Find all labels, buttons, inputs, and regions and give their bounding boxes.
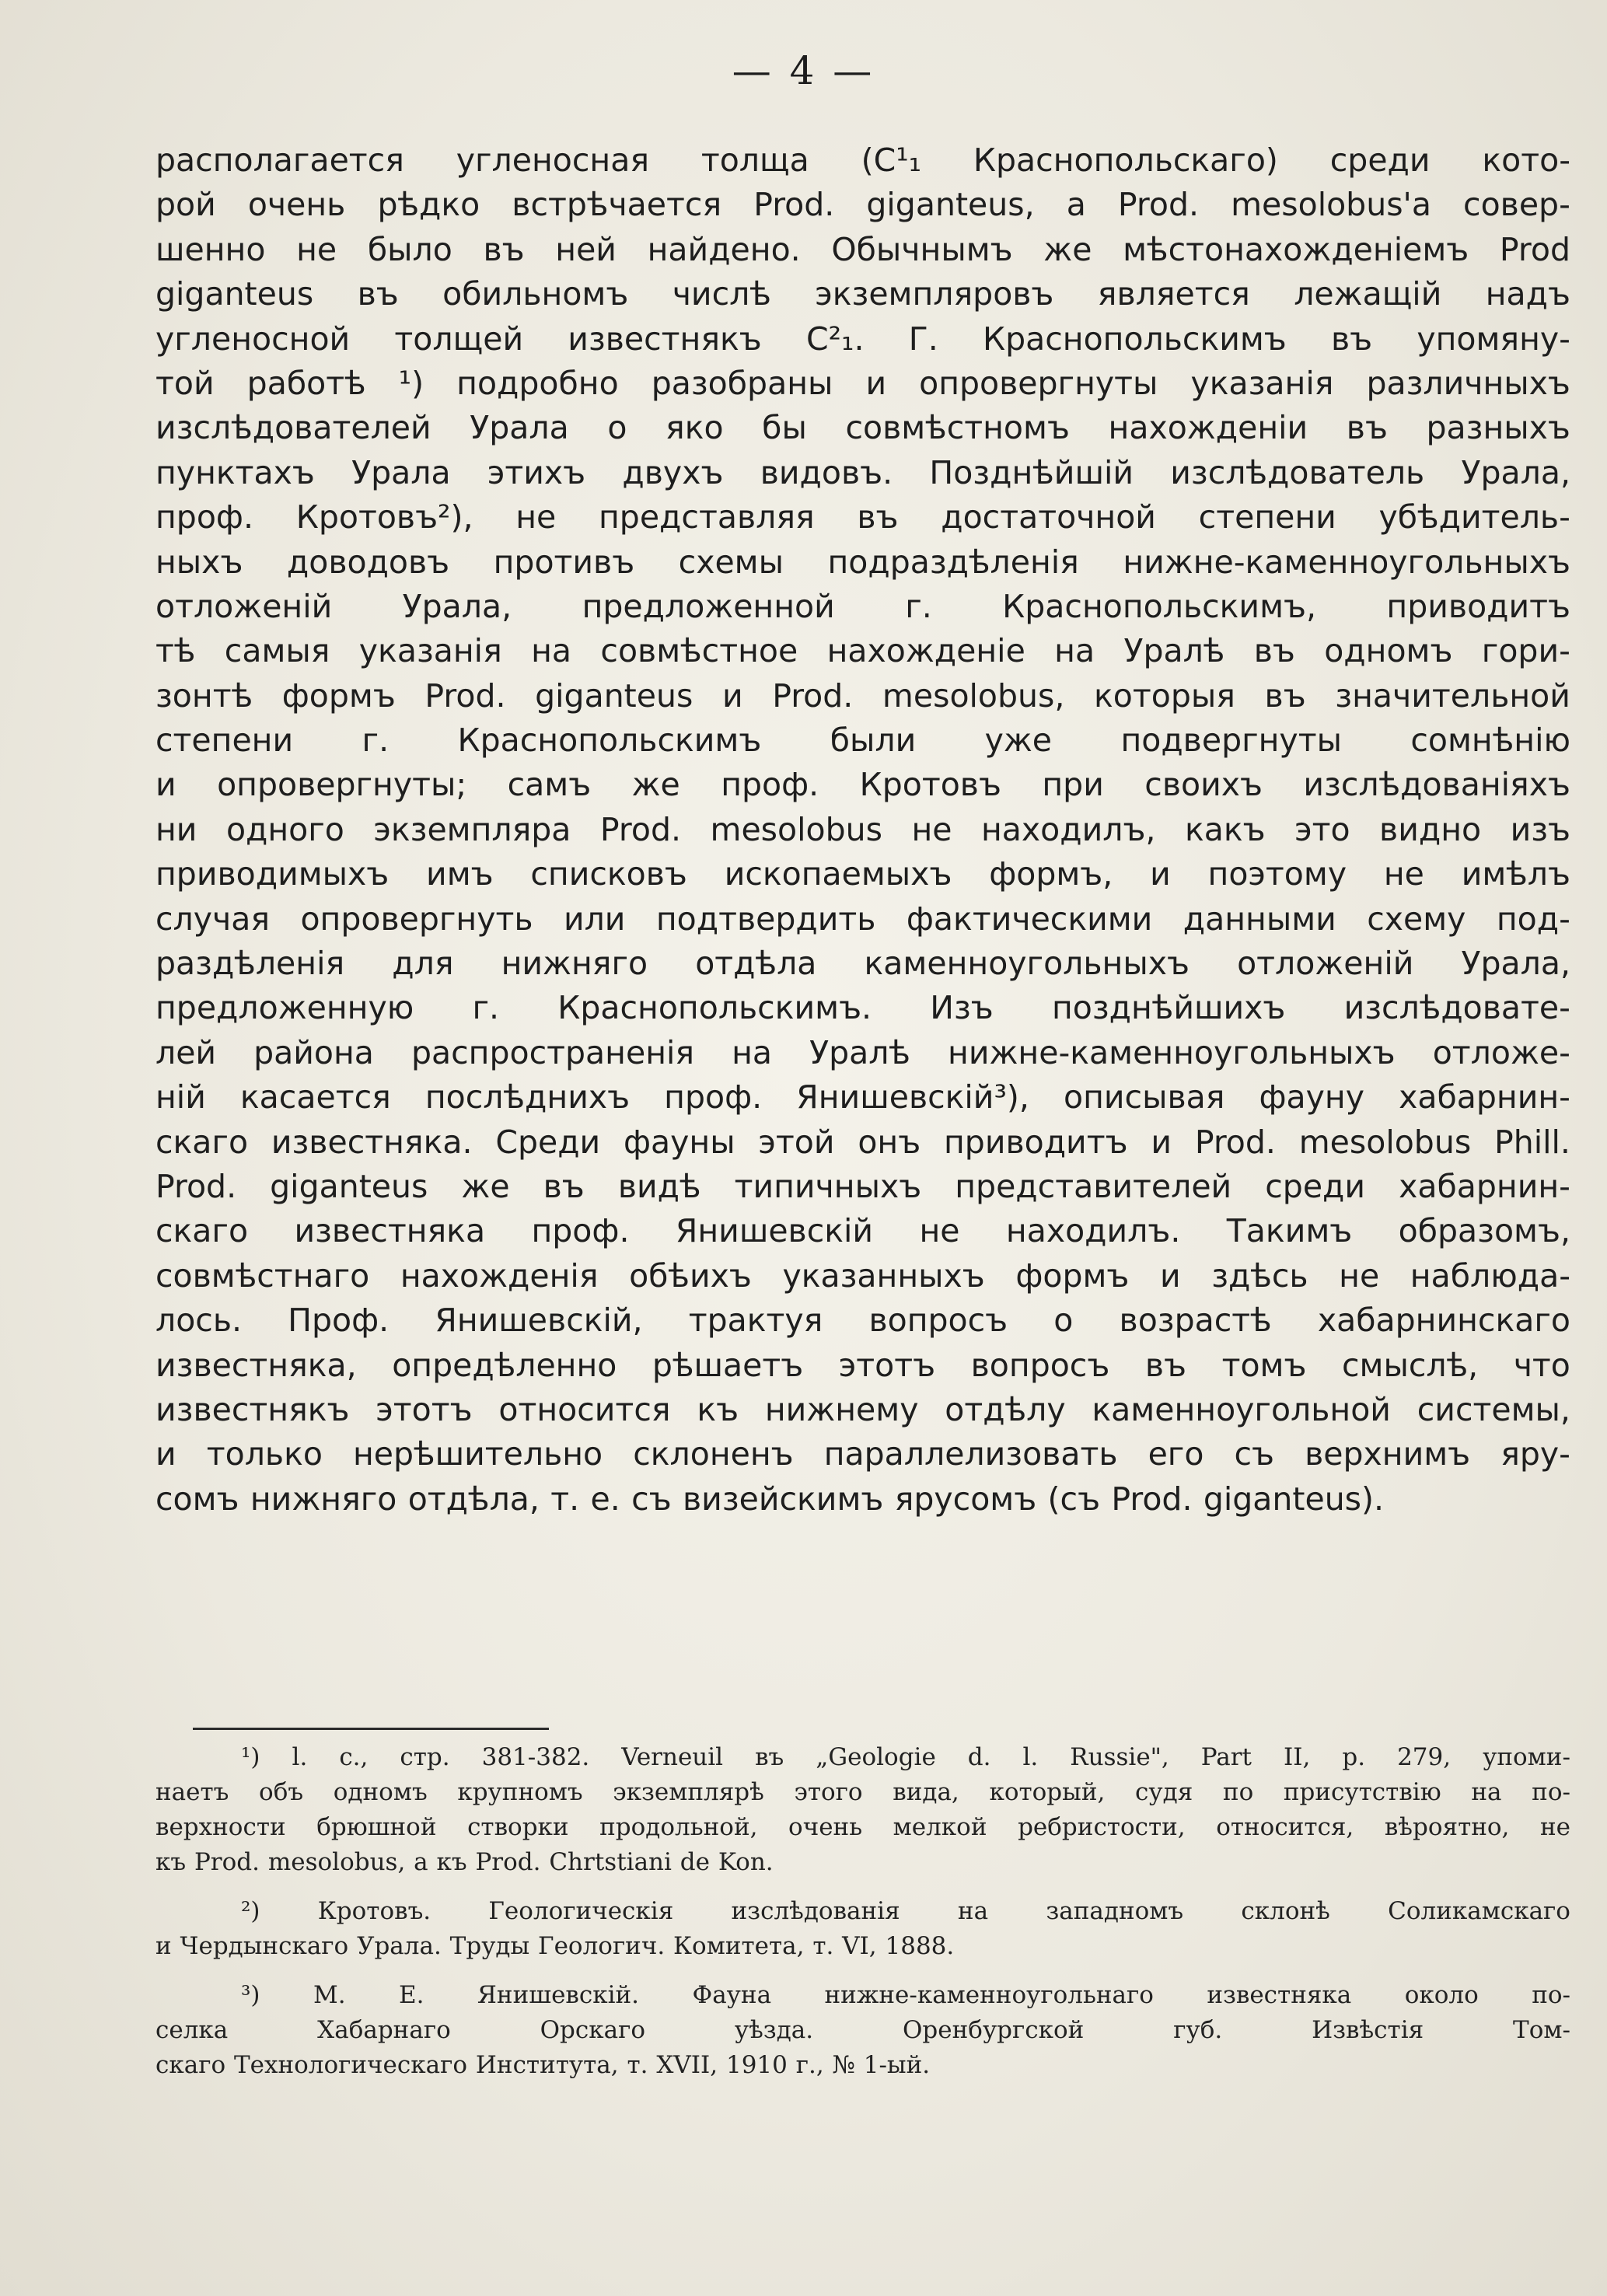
text-line: ни одного экземпляра Prod. mesolobus не находилъ, какъ это видно изъ <box>155 810 1570 848</box>
page-number: — 4 — <box>732 48 875 93</box>
text-line: совмѣстнаго нахожденія обѣихъ указанныхъ формъ и здѣсь не наблюда- <box>155 1256 1570 1295</box>
text-line: къ Prod. mesolobus, а къ Prod. Chrtstiani de Kon. <box>155 1848 774 1876</box>
text-line: той работѣ ¹) подробно разобраны и опровергнуты указанія различныхъ <box>155 364 1570 402</box>
text-line: предложенную г. Краснопольскимъ. Изъ позднѣйшихъ изслѣдовате- <box>155 989 1570 1027</box>
text-line: Prod. giganteus же въ видѣ типичныхъ представителей среди хабарнин- <box>155 1167 1570 1205</box>
text-line: ²) Кротовъ. Геологическія изслѣдованія на западномъ склонѣ Соликамскаго <box>241 1897 1570 1925</box>
text-line: приводимыхъ имъ списковъ ископаемыхъ формъ, и поэтому не имѣлъ <box>155 855 1570 893</box>
text-line: и опровергнуты; самъ же проф. Кротовъ при своихъ изслѣдованіяхъ <box>155 766 1570 804</box>
text-line: ныхъ доводовъ противъ схемы подраздѣленія нижне-каменноугольныхъ <box>155 543 1570 581</box>
text-line: ній касается послѣднихъ проф. Янишевскій³), описывая фауну хабарнин- <box>155 1078 1570 1117</box>
text-line: сомъ нижняго отдѣла, т. е. съ визейскимъ ярусомъ (съ Prod. giganteus). <box>155 1480 1385 1518</box>
text-line: лось. Проф. Янишевскій, трактуя вопросъ о возрастѣ хабарнинскаго <box>155 1302 1570 1340</box>
text-line: и Чердынскаго Урала. Труды Геологич. Комитета, т. VI, 1888. <box>155 1932 955 1960</box>
text-line: и только нерѣшительно склоненъ параллелизовать его съ верхнимъ яру- <box>155 1435 1570 1473</box>
footnote <box>155 1894 1570 1964</box>
text-line: отложеній Урала, предложенной г. Краснопольскимъ, приводитъ <box>155 587 1570 625</box>
text-line: селка Хабарнаго Орскаго уѣзда. Оренбургской губ. Извѣстія Том- <box>155 2016 1570 2044</box>
footnotes <box>155 1740 1570 2097</box>
text-line: ¹) l. c., стр. 381-382. Verneuil въ „Geologie d. l. Russie", Part II, p. 279, упоми- <box>241 1743 1570 1771</box>
text-line: лей района распространенія на Уралѣ нижне-каменноугольныхъ отложе- <box>155 1033 1570 1071</box>
text-line: зонтѣ формъ Prod. giganteus и Prod. mesolobus, которыя въ значительной <box>155 676 1570 715</box>
text-line: наетъ объ одномъ крупномъ экземплярѣ этого вида, который, судя по присутствію на по- <box>155 1778 1570 1806</box>
footnote <box>155 1978 1570 2083</box>
footnote-divider <box>193 1728 549 1730</box>
text-line: скаго известняка. Среди фауны этой онъ приводитъ и Prod. mesolobus Phill. <box>155 1123 1570 1161</box>
text-line: скаго Технологическаго Института, т. XVII, 1910 г., № 1-ый. <box>155 2051 931 2079</box>
text-line: скаго известняка проф. Янишевскій не находилъ. Такимъ образомъ, <box>155 1212 1570 1250</box>
text-line: располагается угленосная толща (C¹₁ Краснопольскаго) среди кото- <box>155 142 1570 179</box>
text-line: случая опровергнуть или подтвердить фактическими данными схему под- <box>155 900 1570 938</box>
text-line: угленосной толщей известнякъ C²₁. Г. Краснопольскимъ въ упомяну- <box>155 320 1570 358</box>
text-line: проф. Кротовъ²), не представляя въ достаточной степени убѣдитель- <box>155 498 1570 536</box>
text-line: известнякъ этотъ относится къ нижнему отдѣлу каменноугольной системы, <box>155 1390 1570 1428</box>
text-line: степени г. Краснопольскимъ были уже подвергнуты сомнѣнію <box>155 722 1570 760</box>
text-line: шенно не было въ ней найдено. Обычнымъ же мѣстонахожденіемъ Prod <box>155 230 1570 268</box>
text-line: верхности брюшной створки продольной, очень мелкой ребристости, относится, вѣроятно, не <box>155 1813 1570 1841</box>
text-line: тѣ самыя указанія на совмѣстное нахожденіе на Уралѣ въ одномъ гори- <box>155 632 1570 670</box>
body-text <box>155 138 1570 1522</box>
text-line: пунктахъ Урала этихъ двухъ видовъ. Позднѣйшій изслѣдователь Урала, <box>155 453 1570 491</box>
text-line: рой очень рѣдко встрѣчается Prod. giganteus, а Prod. mesolobus'а совер- <box>155 186 1570 224</box>
text-line: раздѣленія для нижняго отдѣла каменноугольныхъ отложеній Урала, <box>155 945 1570 983</box>
text-line: ³) М. Е. Янишевскій. Фауна нижне-каменноугольнаго известняка около по- <box>241 1981 1570 2009</box>
text-line: giganteus въ обильномъ числѣ экземпляровъ является лежащій надъ <box>155 275 1570 313</box>
text-line: изслѣдователей Урала о яко бы совмѣстномъ нахожденіи въ разныхъ <box>155 409 1570 447</box>
text-line: известняка, опредѣленно рѣшаетъ этотъ вопросъ въ томъ смыслѣ, что <box>155 1346 1570 1384</box>
footnote <box>155 1740 1570 1880</box>
